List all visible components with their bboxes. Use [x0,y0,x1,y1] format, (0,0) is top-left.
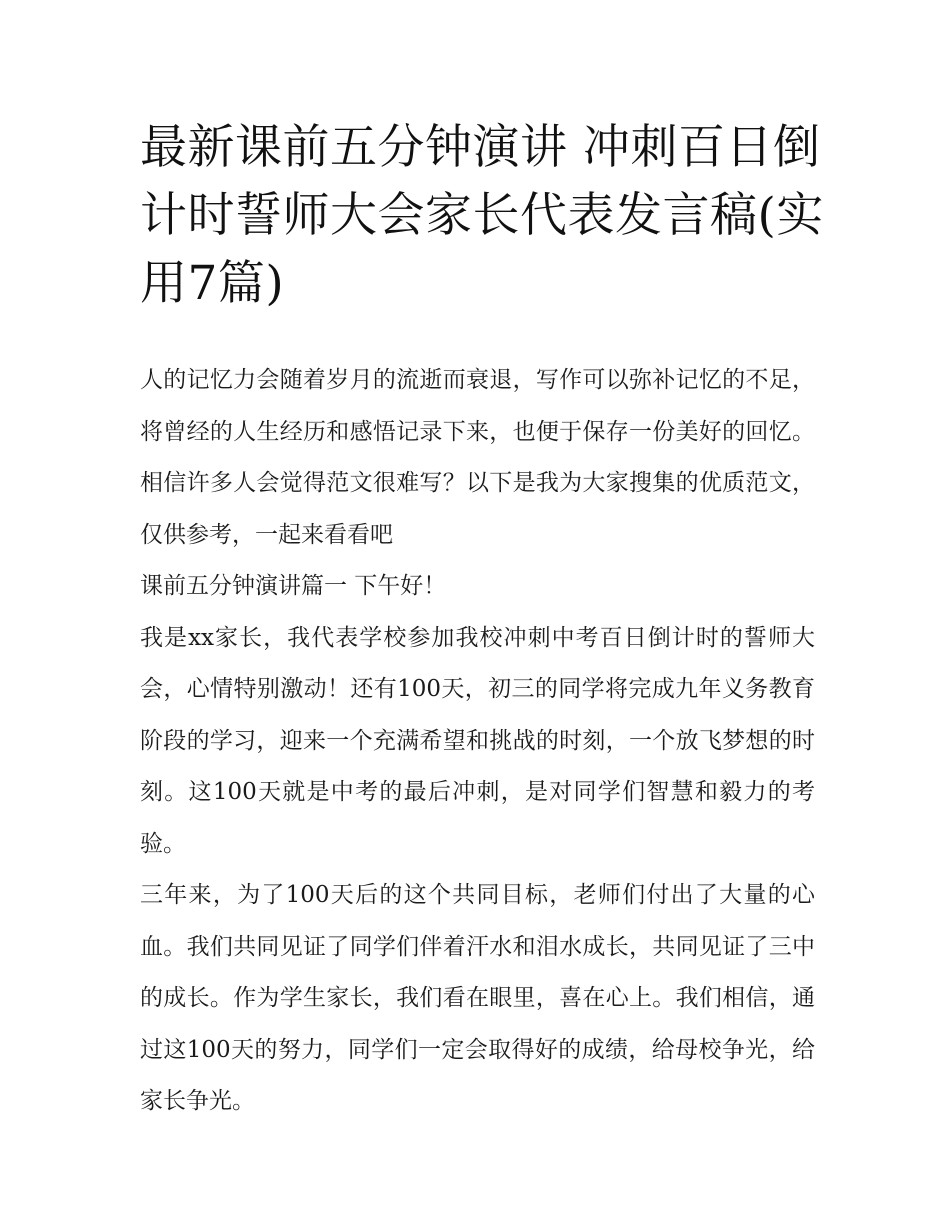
paragraph-three-years: 三年来，为了100天后的这个共同目标，老师们付出了大量的心血。我们共同见证了同学们伴着汗水和泪水成长，共同见证了三中的成长。作为学生家长，我们看在眼里，喜在心上。我们相信，通过这100天的努力，同学们一定会取得好的成绩，给母校争光，给家长争光。 [140,882,815,1114]
paragraph-section-heading: 课前五分钟演讲篇一 下午好！ [140,573,447,599]
document-body [140,355,815,1128]
paragraph-intro: 人的记忆力会随着岁月的流逝而衰退，写作可以弥补记忆的不足，将曾经的人生经历和感悟记录下来，也便于保存一份美好的回忆。相信许多人会觉得范文很难写？以下是我为大家搜集的优质范文，仅供参考，一起来看看吧 [140,367,815,548]
paragraph-parent-intro: 我是xx家长，我代表学校参加我校冲刺中考百日倒计时的誓师大会，心情特别激动！还有100天，初三的同学将完成九年义务教育阶段的学习，迎来一个充满希望和挑战的时刻，一个放飞梦想的时刻。这100天就是中考的最后冲刺，是对同学们智慧和毅力的考验。 [140,624,815,857]
document-title: 最新课前五分钟演讲 冲刺百日倒计时誓师大会家长代表发言稿(实用7篇) [140,120,824,311]
